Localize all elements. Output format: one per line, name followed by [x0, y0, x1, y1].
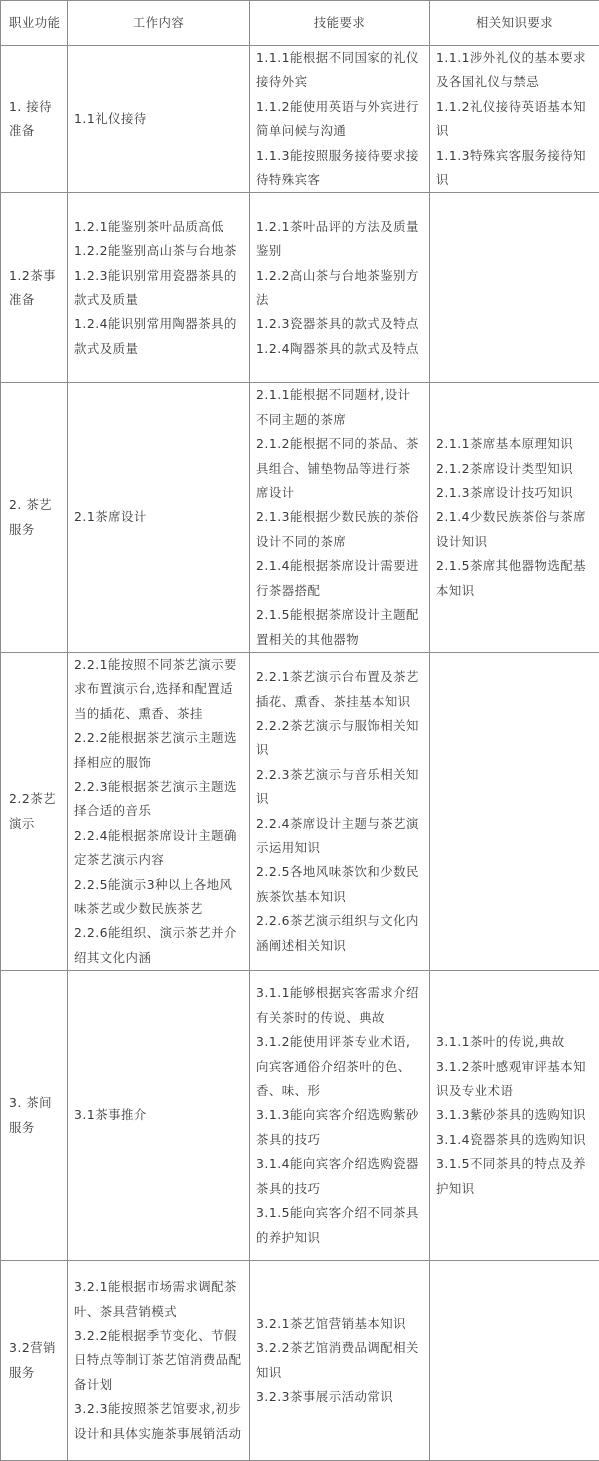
content-cell — [68, 652, 250, 970]
knowledge-cell — [430, 193, 599, 383]
content-item: 2.2.5能演示3种以上各地风味茶艺或少数民族茶艺 — [74, 873, 243, 922]
content-item: 2.2.6能组织、演示茶艺并介绍其文化内涵 — [74, 921, 243, 970]
content-item: 2.2.2能根据茶艺演示主题选择相应的服饰 — [74, 726, 243, 775]
header-knowledge: 相关知识要求 — [430, 1, 599, 46]
table-row — [1, 383, 599, 652]
skill-item: 1.2.3瓷器茶具的款式及特点 — [256, 312, 423, 336]
function-cell: 3.2营销服务 — [1, 1261, 68, 1461]
table-row — [1, 971, 599, 1261]
skill-item: 2.1.5能根据茶席设计主题配置相关的其他器物 — [256, 603, 423, 652]
skill-item: 2.2.3茶艺演示与音乐相关知识 — [256, 763, 423, 812]
header-row — [1, 1, 599, 46]
header-content: 工作内容 — [68, 1, 250, 46]
skill-item: 2.2.4茶席设计主题与茶艺演示运用知识 — [256, 812, 423, 861]
skill-item: 3.1.2能使用评茶专业术语,向宾客通俗介绍茶叶的色、香、味、形 — [256, 1030, 423, 1103]
skills-cell — [250, 46, 430, 193]
knowledge-item: 2.1.5茶席其他器物选配基本知识 — [436, 554, 593, 603]
content-item: 1.2.3能识别常用瓷器茶具的款式及质量 — [74, 264, 243, 313]
header-function: 职业功能 — [1, 1, 68, 46]
skill-item: 2.1.1能根据不同题材,设计不同主题的茶席 — [256, 383, 423, 432]
knowledge-item: 1.1.2礼仪接待英语基本知识 — [436, 95, 593, 144]
skill-item: 3.1.5能向宾客介绍不同茶具的养护知识 — [256, 1201, 423, 1250]
knowledge-item: 3.1.1茶叶的传说,典故 — [436, 1030, 593, 1054]
table-row — [1, 46, 599, 193]
function-cell: 2. 茶艺服务 — [1, 383, 68, 652]
knowledge-item: 3.1.5不同茶具的特点及养护知识 — [436, 1152, 593, 1201]
knowledge-item: 2.1.4少数民族茶俗与茶席设计知识 — [436, 505, 593, 554]
knowledge-item: 1.1.3特殊宾客服务接待知识 — [436, 144, 593, 193]
content-cell — [68, 383, 250, 652]
knowledge-item: 3.1.2茶叶感观审评基本知识及专业术语 — [436, 1055, 593, 1104]
content-item: 1.2.2能鉴别高山茶与台地茶 — [74, 239, 243, 263]
knowledge-cell — [430, 46, 599, 193]
content-item: 3.2.2能根据季节变化、节假日特点等制订茶艺馆消费品配备计划 — [74, 1324, 243, 1397]
content-item: 3.1茶事推介 — [74, 1103, 243, 1127]
skill-item: 1.2.4陶器茶具的款式及特点 — [256, 337, 423, 361]
function-cell: 3. 茶间服务 — [1, 971, 68, 1261]
function-cell: 1. 接待准备 — [1, 46, 68, 193]
skill-item: 2.2.5各地风味茶饮和少数民族茶饮基本知识 — [256, 860, 423, 909]
knowledge-cell — [430, 383, 599, 652]
skill-item: 2.1.4能根据茶席设计需要进行茶器搭配 — [256, 554, 423, 603]
skill-item: 3.1.3能向宾客介绍选购紫砂茶具的技巧 — [256, 1103, 423, 1152]
content-cell — [68, 193, 250, 383]
skill-item: 1.1.3能按照服务接待要求接待特殊宾客 — [256, 144, 423, 193]
content-cell — [68, 971, 250, 1261]
knowledge-item: 2.1.1茶席基本原理知识 — [436, 432, 593, 456]
skills-cell — [250, 193, 430, 383]
knowledge-cell — [430, 971, 599, 1261]
skills-cell — [250, 383, 430, 652]
table-row — [1, 193, 599, 383]
knowledge-item: 2.1.3茶席设计技巧知识 — [436, 481, 593, 505]
skill-item: 1.1.2能使用英语与外宾进行简单问候与沟通 — [256, 95, 423, 144]
table-row — [1, 1261, 599, 1461]
content-item: 2.2.3能根据茶艺演示主题选择合适的音乐 — [74, 775, 243, 824]
content-item: 1.1礼仪接待 — [74, 107, 243, 131]
content-item: 2.2.4能根据茶席设计主题确定茶艺演示内容 — [74, 824, 243, 873]
content-item: 1.2.4能识别常用陶器茶具的款式及质量 — [74, 312, 243, 361]
skill-item: 1.1.1能根据不同国家的礼仪接待外宾 — [256, 46, 423, 95]
knowledge-item: 3.1.4瓷器茶具的选购知识 — [436, 1128, 593, 1152]
skill-item: 2.1.3能根据少数民族的茶俗设计不同的茶席 — [256, 505, 423, 554]
content-cell — [68, 46, 250, 193]
knowledge-item: 3.1.3紫砂茶具的选购知识 — [436, 1103, 593, 1127]
skill-item: 2.2.2茶艺演示与服饰相关知识 — [256, 714, 423, 763]
skill-item: 3.2.2茶艺馆消费品调配相关知识 — [256, 1336, 423, 1385]
skill-item: 3.1.4能向宾客介绍选购瓷器茶具的技巧 — [256, 1152, 423, 1201]
content-item: 2.2.1能按照不同茶艺演示要求布置演示台,选择和配置适当的插花、熏香、茶挂 — [74, 653, 243, 726]
skill-item: 2.2.6茶艺演示组织与文化内涵阐述相关知识 — [256, 909, 423, 958]
table-body — [1, 46, 599, 1461]
content-item: 3.2.1能根据市场需求调配茶叶、茶具营销模式 — [74, 1275, 243, 1324]
knowledge-item: 2.1.2茶席设计类型知识 — [436, 457, 593, 481]
skill-item: 3.1.1能够根据宾客需求介绍有关茶时的传说、典故 — [256, 981, 423, 1030]
skill-item: 2.1.2能根据不同的茶品、茶具组合、铺垫物品等进行茶席设计 — [256, 432, 423, 505]
content-item: 1.2.1能鉴别茶叶品质高低 — [74, 215, 243, 239]
knowledge-item: 1.1.1涉外礼仪的基本要求及各国礼仪与禁忌 — [436, 46, 593, 95]
knowledge-cell — [430, 652, 599, 970]
content-cell — [68, 1261, 250, 1461]
skills-cell — [250, 652, 430, 970]
skill-item: 3.2.1茶艺馆营销基本知识 — [256, 1312, 423, 1336]
skills-cell — [250, 971, 430, 1261]
function-cell: 1.2茶事准备 — [1, 193, 68, 383]
header-skills: 技能要求 — [250, 1, 430, 46]
knowledge-cell — [430, 1261, 599, 1461]
content-item: 2.1茶席设计 — [74, 505, 243, 529]
skills-cell — [250, 1261, 430, 1461]
function-cell: 2.2茶艺演示 — [1, 652, 68, 970]
skill-item: 3.2.3茶事展示活动常识 — [256, 1385, 423, 1409]
skill-item: 1.2.1茶叶品评的方法及质量鉴别 — [256, 215, 423, 264]
skill-item: 2.2.1茶艺演示台布置及茶艺插花、熏香、茶挂基本知识 — [256, 665, 423, 714]
table-row — [1, 652, 599, 970]
content-item: 3.2.3能按照茶艺馆要求,初步设计和具体实施茶事展销活动 — [74, 1397, 243, 1446]
skill-item: 1.2.2高山茶与台地茶鉴别方法 — [256, 264, 423, 313]
